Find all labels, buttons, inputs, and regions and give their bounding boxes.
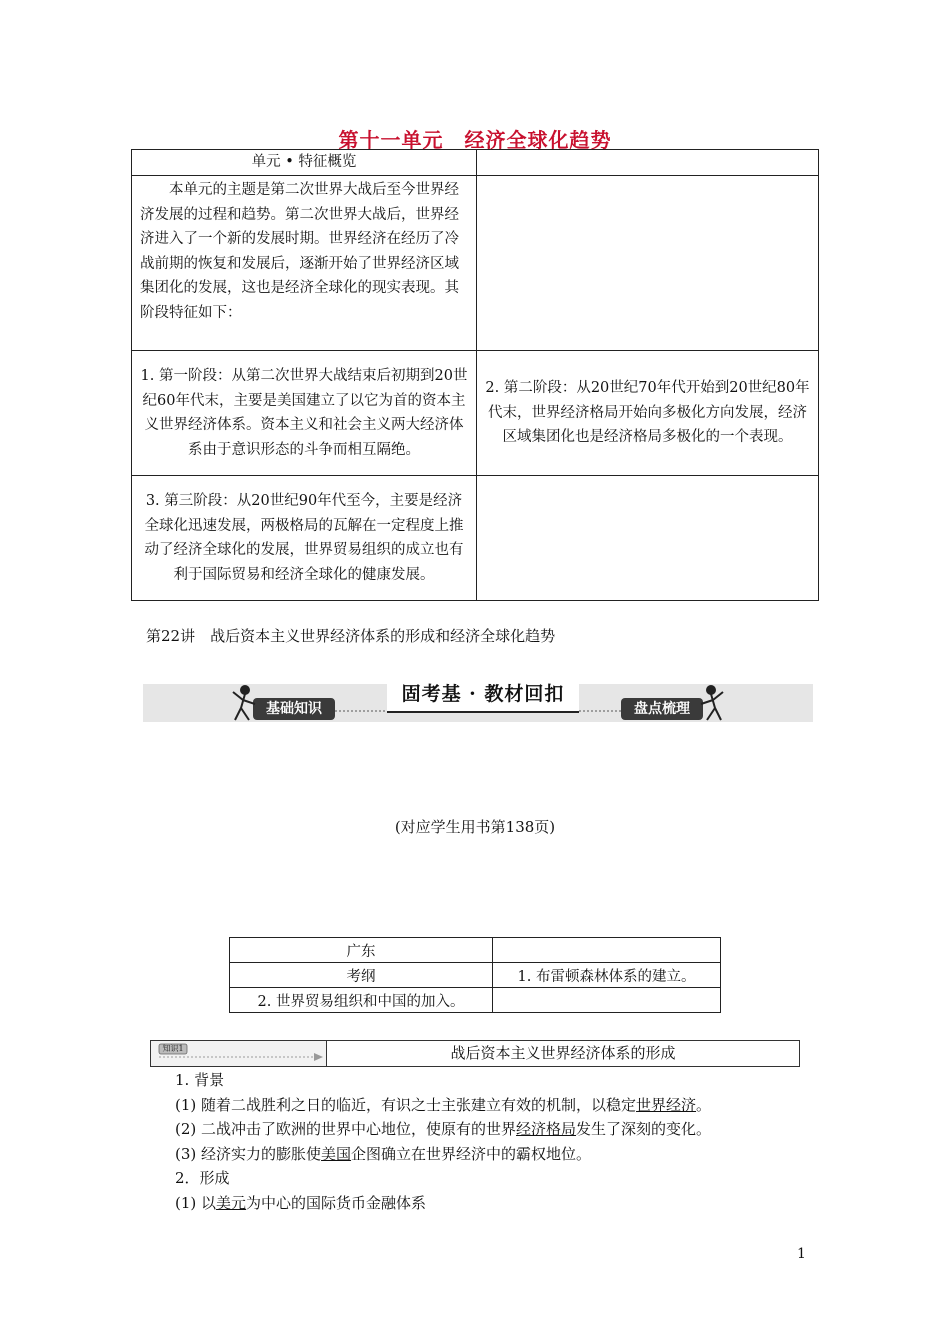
- banner-right-label: 盘点梳理: [634, 701, 690, 717]
- topic-tag-label: 知识1: [162, 1044, 184, 1053]
- section-banner: [143, 678, 813, 724]
- empty-cell: [477, 176, 819, 351]
- paragraph-4: (1) 以美元为中心的国际货币金融体系: [175, 1193, 427, 1212]
- key-term: 美元: [216, 1193, 247, 1212]
- exam-outline-table: [229, 937, 721, 1013]
- outline-item-1: 1. 布雷顿森林体系的建立。: [493, 963, 721, 988]
- empty-cell: [493, 988, 721, 1013]
- region-label: 广东: [230, 938, 493, 963]
- unit-overview-table: [131, 149, 819, 601]
- banner-left-label: 基础知识: [266, 701, 322, 717]
- outline-label: 考纲: [230, 963, 493, 988]
- stage-2: 2. 第二阶段：从20世纪70年代开始到20世纪80年代末，世界经济格局开始向多极化方向发展，经济区域集团化也是经济格局多极化的一个表现。: [477, 351, 819, 476]
- empty-cell: [493, 938, 721, 963]
- paragraph-1: (1) 随着二战胜利之日的临近，有识之士主张建立有效的机制，以稳定世界经济。: [175, 1095, 712, 1114]
- heading-background: 1. 背景: [175, 1071, 225, 1089]
- stage-3: 3. 第三阶段：从20世纪90年代至今，主要是经济全球化迅速发展，两极格局的瓦解在一定程度上推动了经济全球化的发展，世界贸易组织的成立也有利于国际贸易和经济全球化的健康发展。: [132, 476, 477, 601]
- paragraph-2: (2) 二战冲击了欧洲的世界中心地位，使原有的世界经济格局发生了深刻的变化。: [175, 1120, 712, 1138]
- topic-bar: [150, 1040, 800, 1067]
- topic-title: 战后资本主义世界经济体系的形成: [450, 1044, 676, 1062]
- topic-tag: [151, 1041, 327, 1066]
- key-term: 世界经济: [636, 1095, 697, 1114]
- page-reference: (对应学生用书第138页): [394, 818, 556, 836]
- key-term: 经济格局: [516, 1120, 577, 1138]
- overview-intro: 本单元的主题是第二次世界大战后至今世界经济发展的过程和趋势。第二次世界大战后，世界经济进入了一个新的发展时期。世界经济在经历了冷战前期的恢复和发展后，逐渐开始了世界经济区域集团化的发展，这也是经济全球化的现实表现。其阶段特征如下：: [132, 176, 477, 351]
- unit-title: 第十一单元 经济全球化趋势: [338, 128, 612, 152]
- overview-header: 单元 • 特征概览: [132, 150, 477, 176]
- page-number: 1: [797, 1246, 806, 1262]
- key-term: 美国: [321, 1144, 352, 1163]
- lecture-heading: 第22讲 战后资本主义世界经济体系的形成和经济全球化趋势: [146, 627, 556, 645]
- banner-center-text: 固考基 · 教材回扣: [401, 683, 565, 705]
- heading-formation: 2．形成: [175, 1169, 230, 1187]
- stage-1: 1. 第一阶段：从第二次世界大战结束后初期到20世纪60年代末，主要是美国建立了以它为首的资本主义世界经济体系。资本主义和社会主义两大经济体系由于意识形态的斗争而相互隔绝。: [132, 351, 477, 476]
- content-body: [175, 1068, 795, 1215]
- outline-item-2: 2. 世界贸易组织和中国的加入。: [230, 988, 493, 1013]
- paragraph-3: (3) 经济实力的膨胀使美国企图确立在世界经济中的霸权地位。: [175, 1144, 592, 1163]
- empty-cell: [477, 476, 819, 601]
- empty-cell: [477, 150, 819, 176]
